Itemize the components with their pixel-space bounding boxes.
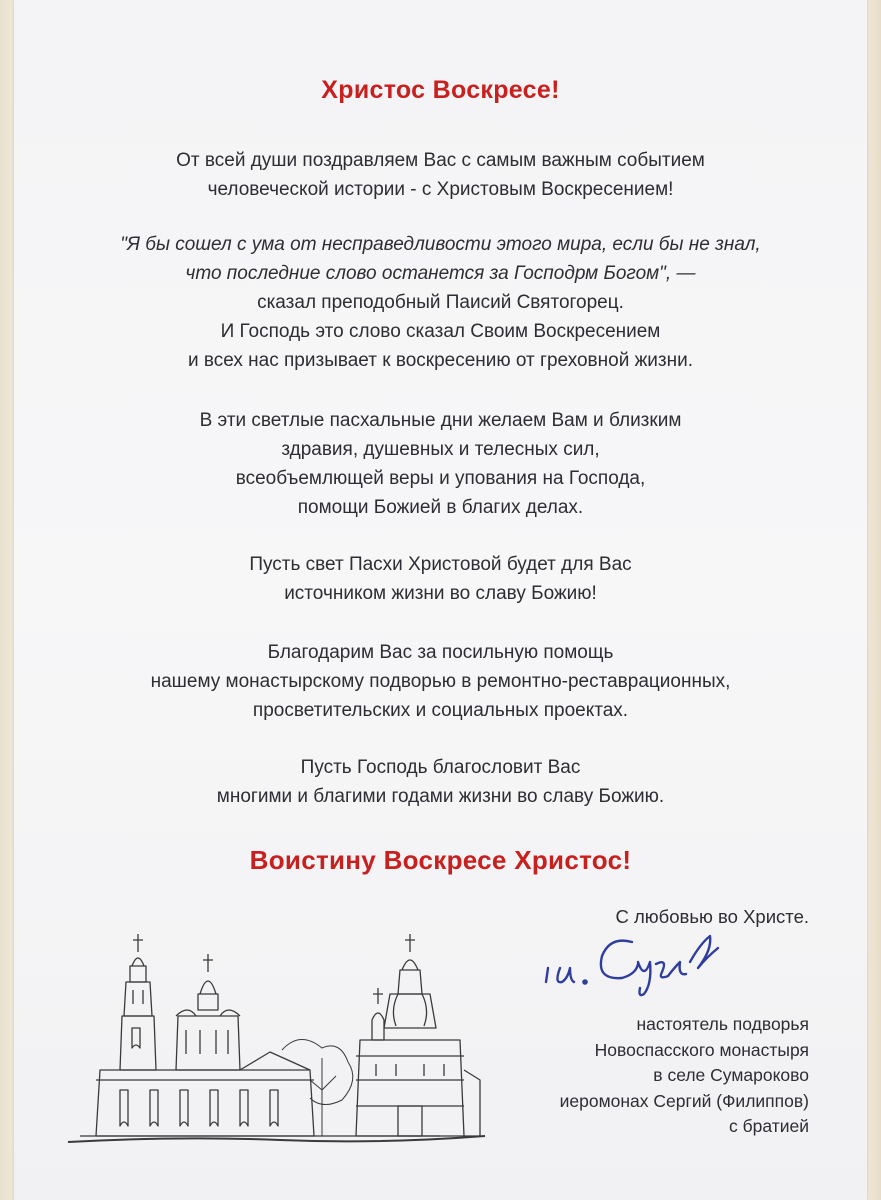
church-illustration [60,930,490,1150]
thanks-line: просветительских и социальных проектах. [252,700,629,721]
signatory-line: иеромонах Сергий (Филиппов) [559,1090,809,1111]
thanks-paragraph [0,638,881,725]
wishes-line: В эти светлые пасхальные дни желаем Вам и близким [199,410,682,431]
thanks-line: нашему монастырскому подворью в ремонтно-реставрационных, [150,671,731,692]
quote-line: что последние слово останется за Господрм Богом", — [185,263,696,284]
easter-light-paragraph [0,550,881,608]
signatory-line: с братией [728,1116,809,1136]
greeting-line: От всей души поздравляем Вас с самым важным событием [176,150,705,171]
response-title: Воистину Воскресе Христос! [249,845,632,875]
thanks-line: Благодарим Вас за посильную помощь [267,642,614,663]
quote-attribution-line: И Господь это слово сказал Своим Воскресением [220,321,661,342]
blessing-paragraph [0,753,881,811]
header-title: Христос Воскресе! [321,76,560,104]
blessing-line: многими и благими годами жизни во славу Божию. [216,786,665,807]
quote-attribution-line: и всех нас призывает к воскресению от греховной жизни. [187,350,694,371]
signatory-line: настоятель подворья [636,1014,809,1034]
easter-light-line: источником жизни во славу Божию! [284,583,597,604]
greeting-line: человеческой истории - с Христовым Воскресением! [207,179,674,200]
quote-attribution-line: сказал преподобный Паисий Святогорец. [257,292,624,313]
wishes-line: здравия, душевных и телесных сил, [281,439,600,460]
signature-autograph [540,928,740,998]
quote-line: "Я бы сошел с ума от несправедливости этого мира, если бы не знал, [120,234,761,255]
closing-line: С любовью во Христе. [615,906,809,927]
blessing-line: Пусть Господь благословит Вас [300,757,581,778]
greeting-paragraph [0,146,881,204]
quote-paragraph [0,230,881,375]
signatory-line: в селе Сумароково [653,1065,809,1085]
wishes-line: помощи Божией в благих делах. [297,497,584,518]
signatory-line: Новоспасского монастыря [594,1039,809,1060]
signatory-block [449,1012,809,1140]
wishes-paragraph [0,406,881,522]
wishes-line: всеобъемлющей веры и упования на Господа, [235,468,646,489]
easter-light-line: Пусть свет Пасхи Христовой будет для Вас [249,554,632,575]
